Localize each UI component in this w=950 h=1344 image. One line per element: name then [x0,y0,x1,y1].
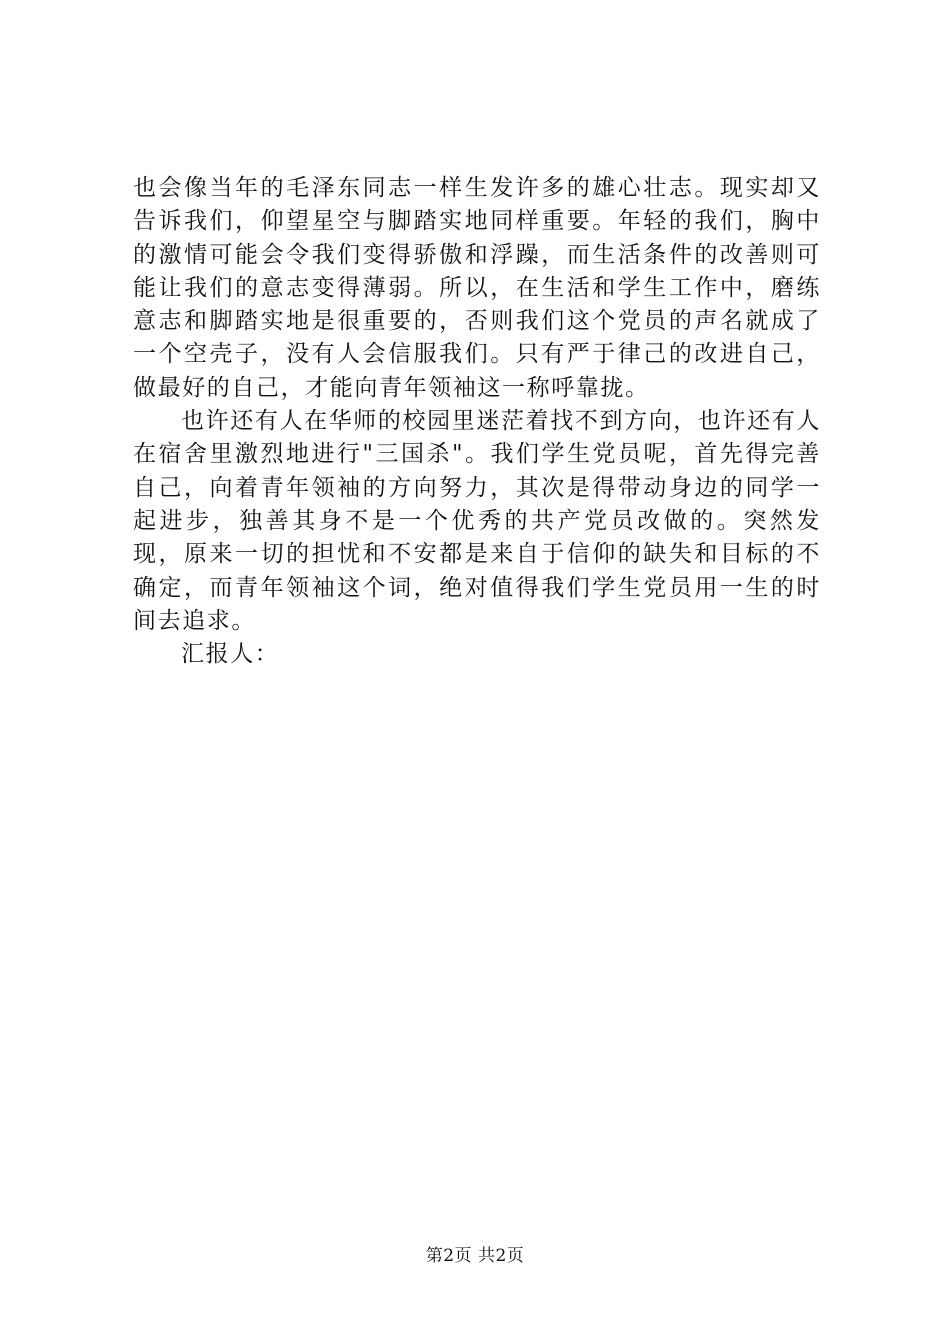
reporter-line: 汇报人： [181,641,280,668]
paragraph-continuation: 也会像当年的毛泽东同志一样生发许多的雄心壮志。现实却又告诉我们，仰望星空与脚踏实地同样重要。年轻的我们，胸中的激情可能会令我们变得骄傲和浮躁，而生活条件的改善则可能让我们的意志变得薄弱。所以，在生活和学生工作中，磨练意志和脚踏实地是很重要的，否则我们这个党员的声名就成了一个空壳子，没有人会信服我们。只有严于律己的改进自己，做最好的自己，才能向青年领袖这一称呼靠拢。 [133,175,821,401]
page-footer: 第2页 共2页 [425,1246,525,1266]
paragraph-second: 也许还有人在华师的校园里迷茫着找不到方向，也许还有人在宿舍里激烈地进行"三国杀"。我们学生党员呢，首先得完善自己，向着青年领袖的方向努力，其次是得带动身边的同学一起进步，独善其身不是一个优秀的共产党员改做的。突然发现，原来一切的担忧和不安都是来自于信仰的缺失和目标的不确定，而青年领袖这个词，绝对值得我们学生党员用一生的时间去追求。 [133,408,821,634]
body-text [133,172,821,671]
